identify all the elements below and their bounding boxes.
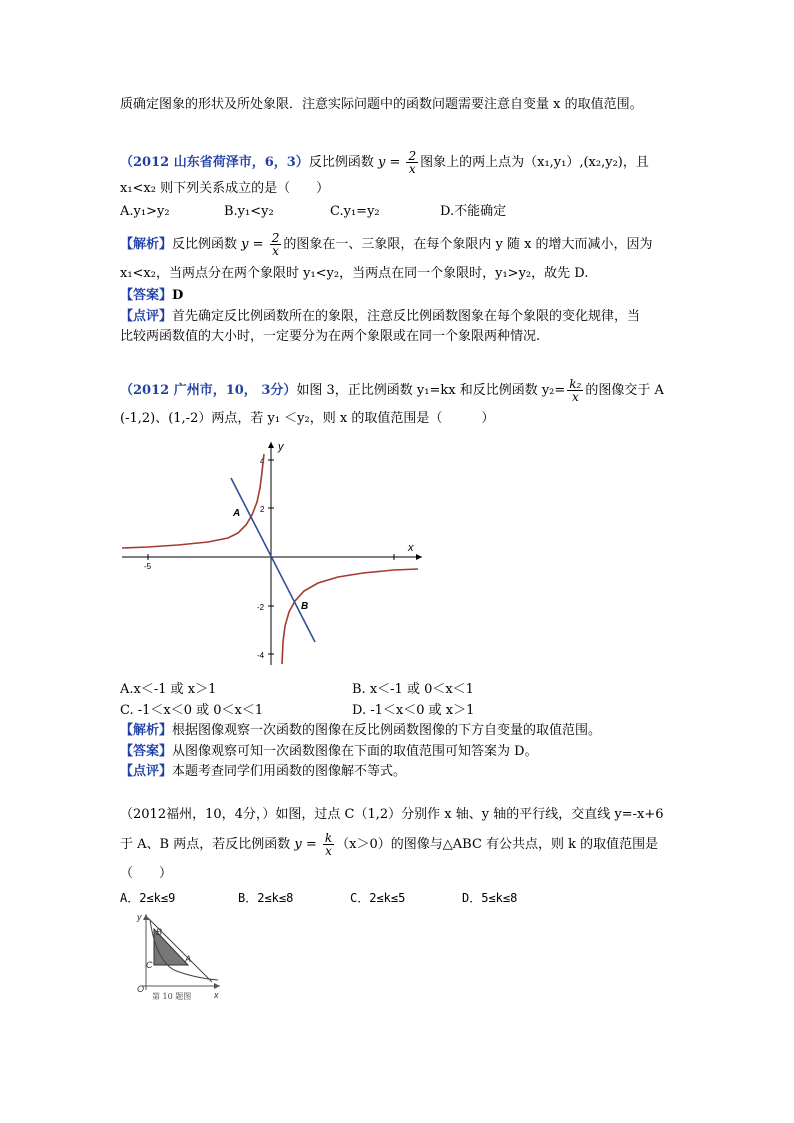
q2-source: （2012 广州市，10， 3分） bbox=[120, 383, 297, 398]
q1-analysis-b: 的图象在一、三象限，在每个象限内 y 随 x 的增大而减小，因为 bbox=[283, 237, 653, 252]
q2-analysis-line bbox=[120, 722, 601, 740]
q2-linear-function-line bbox=[231, 478, 315, 642]
q2-tick-neg2: -2 bbox=[257, 603, 265, 612]
q1-option-a: A.y₁>y₂ bbox=[120, 204, 170, 219]
q3-figure bbox=[134, 910, 224, 1002]
q3-option-a: A．2≤k≤9 bbox=[120, 891, 176, 905]
q2-option-d: D. -1＜x＜0 或 x＞1 bbox=[352, 703, 475, 718]
q3-origin-label: O bbox=[137, 984, 145, 994]
q3-option-d: D．5≤k≤8 bbox=[462, 891, 518, 905]
q2-stem-b: 的图像交于 A bbox=[585, 383, 664, 398]
q2-stem-c: (-1,2)、(1,-2）两点，若 y₁ ＜y₂，则 x 的取值范围是（ ） bbox=[120, 411, 495, 426]
q1-analysis-func: y = bbox=[241, 237, 264, 252]
q3-figure-caption: 第 10 题图 bbox=[152, 992, 192, 1001]
q2-comment: 本题考查同学们用函数的图像解不等式。 bbox=[172, 764, 407, 779]
q2-analysis-tag: 【解析】 bbox=[120, 723, 173, 738]
q3-option-c: C．2≤k≤5 bbox=[350, 891, 406, 905]
q2-answer-line bbox=[120, 743, 538, 761]
q1-option-c: C.y₁=y₂ bbox=[330, 204, 380, 219]
q2-graph bbox=[118, 436, 428, 668]
q1-option-b: B.y₁<y₂ bbox=[224, 204, 274, 219]
q1-comment-b: 比较两函数值的大小时，一定要分为在两个象限或在同一个象限两种情况. bbox=[120, 329, 541, 344]
q1-analysis-fraction: $\frac{2}{x}$ bbox=[271, 231, 280, 258]
q3-line2b: （x＞0）的图像与△ABC 有公共点，则 k 的取值范围是 bbox=[336, 837, 659, 852]
q3-fraction: $\frac{k}{x}$ bbox=[324, 831, 333, 858]
q1-func-lhs: y = bbox=[377, 155, 401, 170]
q2-tick-neg4: -4 bbox=[257, 651, 265, 660]
q3-line2a: 于 A、B 两点，若反比例函数 bbox=[120, 837, 291, 852]
q2-analysis: 根据图像观察一次函数的图像在反比例函数图像的下方自变量的取值范围。 bbox=[172, 723, 602, 738]
q1-stem-b: 图象上的两上点为（x₁,y₁）,(x₂,y₂)，且 bbox=[420, 155, 649, 170]
q2-option-a: A.x＜-1 或 x＞1 bbox=[120, 682, 217, 697]
q1-comment-tag: 【点评】 bbox=[120, 309, 173, 324]
q3-option-b: B．2≤k≤8 bbox=[238, 891, 294, 905]
q2-tick-4: 4 bbox=[260, 457, 265, 466]
q1-stem-line1 bbox=[120, 150, 649, 175]
q3-line1: （2012福州，10，4分，）如图，过点 C（1,2）分别作 x 轴、y 轴的平行线，交直线 y=-x+6 bbox=[120, 807, 664, 822]
q3-line2 bbox=[120, 832, 658, 857]
q1-stem-c: x₁<x₂ 则下列关系成立的是（ ） bbox=[120, 181, 330, 196]
q2-x-label: x bbox=[408, 542, 414, 554]
q3-b-label: B bbox=[156, 927, 163, 937]
q2-answer: 从图像观察可知一次函数图像在下面的取值范围可知答案为 D。 bbox=[172, 744, 538, 759]
q1-option-d: D.不能确定 bbox=[440, 204, 507, 219]
q2-stem-a: 如图 3，正比例函数 y₁=kx 和反比例函数 y₂= bbox=[296, 383, 566, 398]
q3-func-lhs: y = bbox=[294, 837, 317, 852]
q1-answer: D bbox=[172, 288, 184, 303]
q1-answer-line bbox=[120, 287, 183, 305]
q1-stem-a: 反比例函数 bbox=[308, 155, 374, 170]
q2-point-a: A bbox=[233, 508, 241, 519]
q3-line3: （ ） bbox=[120, 866, 173, 881]
q2-option-c: C. -1＜x＜0 或 0＜x＜1 bbox=[120, 703, 264, 718]
q1-comment-a: 首先确定反比例函数所在的象限，注意反比例函数图象在每个象限的变化规律，当 bbox=[172, 309, 641, 324]
q1-analysis-a: 反比例函数 bbox=[172, 237, 238, 252]
q2-y-label: y bbox=[278, 441, 284, 453]
q2-tick-neg5: -5 bbox=[144, 562, 152, 571]
q1-analysis-line1 bbox=[120, 232, 653, 257]
q2-tick-2: 2 bbox=[260, 505, 265, 514]
q2-point-b: B bbox=[301, 601, 309, 612]
q2-answer-tag: 【答案】 bbox=[120, 744, 173, 759]
q3-a-label: A bbox=[185, 954, 192, 964]
q3-x-label: x bbox=[214, 990, 219, 1000]
q3-c-label: C bbox=[146, 960, 153, 970]
intro-text: 质确定图象的形状及所处象限．注意实际问题中的函数问题需要注意自变量 x 的取值范围。 bbox=[120, 97, 643, 112]
q1-analysis-tag: 【解析】 bbox=[120, 237, 173, 252]
q2-comment-line bbox=[120, 763, 406, 781]
q2-comment-tag: 【点评】 bbox=[120, 764, 173, 779]
q2-stem-line1 bbox=[120, 378, 664, 403]
q2-option-b: B. x＜-1 或 0＜x＜1 bbox=[352, 682, 474, 697]
q1-fraction: $\frac{2}{x}$ bbox=[408, 149, 417, 176]
q1-comment-line1 bbox=[120, 308, 640, 326]
q1-answer-tag: 【答案】 bbox=[120, 288, 173, 303]
q1-source: （2012 山东省荷泽市，6，3） bbox=[120, 155, 309, 170]
q2-fraction: $\frac{\text{k₂}}{x}$ bbox=[569, 377, 582, 404]
q1-analysis-c: x₁<x₂，当两点分在两个象限时 y₁<y₂，当两点在同一个象限时，y₁>y₂，故先 D. bbox=[120, 266, 589, 281]
q3-y-label: y bbox=[137, 912, 142, 922]
